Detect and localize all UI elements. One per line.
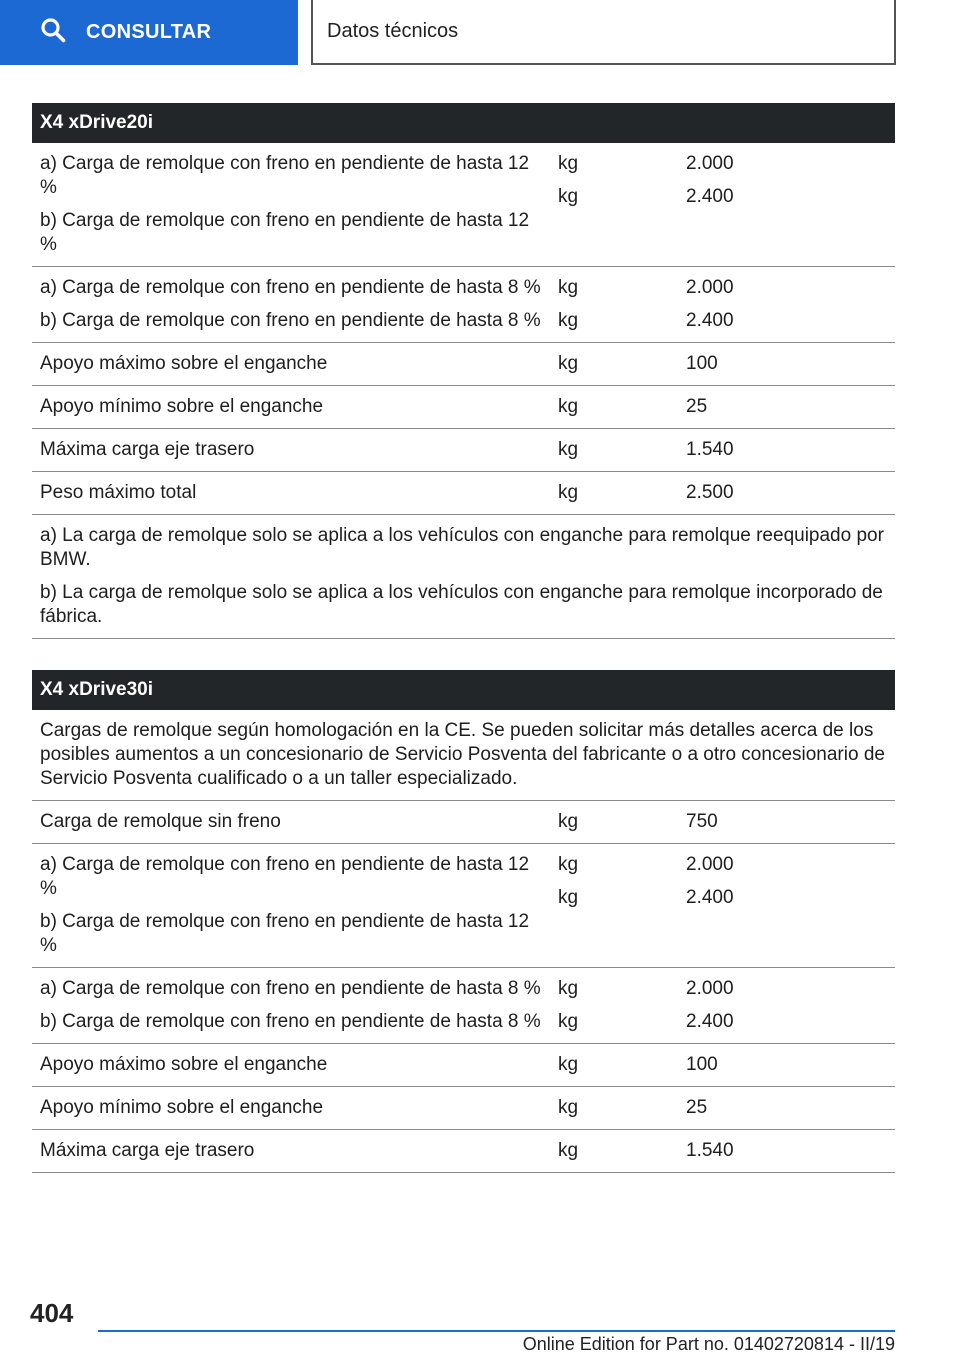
footer-divider — [98, 1330, 895, 1332]
row-value-cell — [678, 810, 895, 834]
row-unit: kg — [558, 887, 579, 908]
row-value: 2.500 — [686, 482, 734, 503]
row-unit: kg — [558, 854, 579, 875]
table-row — [32, 1130, 895, 1173]
row-description-cell — [32, 395, 550, 419]
table-row — [32, 801, 895, 844]
row-unit: kg — [558, 482, 579, 503]
row-value-cell — [678, 1096, 895, 1120]
row-value: 2.400 — [686, 887, 734, 908]
row-description: a) Carga de remolque con freno en pendiente de hasta 8 % — [40, 978, 541, 999]
row-description: Peso máximo total — [40, 482, 197, 503]
row-unit-cell — [550, 481, 678, 505]
table-row — [32, 1044, 895, 1087]
row-description-cell — [32, 1096, 550, 1120]
row-description-cell — [32, 276, 550, 333]
consult-button[interactable] — [0, 0, 298, 65]
row-unit: kg — [558, 396, 579, 417]
row-description: b) Carga de remolque con freno en pendiente de hasta 8 % — [40, 310, 541, 331]
footnotes — [32, 515, 895, 639]
row-description-cell — [32, 352, 550, 376]
row-value: 750 — [686, 811, 718, 832]
row-value: 25 — [686, 1097, 708, 1118]
row-unit: kg — [558, 277, 579, 298]
row-value: 1.540 — [686, 1140, 734, 1161]
row-value-cell — [678, 276, 895, 333]
footnote-b: b) La carga de remolque solo se aplica a los vehículos con enganche para remolque incorporado de fábrica. — [40, 582, 883, 627]
row-unit-cell — [550, 1096, 678, 1120]
table-intro: Cargas de remolque según homologación en la CE. Se pueden solicitar más detalles acerca de los posibles aumentos a un concesionario de Servicio Posventa del fabricante o a otro concesionario de Servicio Posventa cualificado o a un taller especializado. — [32, 710, 895, 801]
row-value: 2.400 — [686, 186, 734, 207]
row-description: b) Carga de remolque con freno en pendiente de hasta 8 % — [40, 1011, 541, 1032]
row-description-cell — [32, 977, 550, 1034]
row-value: 2.400 — [686, 1011, 734, 1032]
row-description: b) Carga de remolque con freno en pendiente de hasta 12 % — [40, 210, 530, 255]
table-row — [32, 968, 895, 1044]
row-unit: kg — [558, 1011, 579, 1032]
row-unit: kg — [558, 1097, 579, 1118]
table-title: X4 xDrive20i — [32, 103, 895, 143]
row-value-cell — [678, 395, 895, 419]
row-description: b) Carga de remolque con freno en pendiente de hasta 12 % — [40, 911, 530, 956]
table-title: X4 xDrive30i — [32, 670, 895, 710]
row-value: 25 — [686, 396, 708, 417]
row-unit-cell — [550, 810, 678, 834]
row-value: 100 — [686, 353, 718, 374]
row-description: Apoyo máximo sobre el enganche — [40, 353, 328, 374]
row-value: 2.400 — [686, 310, 734, 331]
row-unit: kg — [558, 1140, 579, 1161]
row-description-cell — [32, 481, 550, 505]
row-value-cell — [678, 1139, 895, 1163]
row-description-cell — [32, 1139, 550, 1163]
edition-note: Online Edition for Part no. 01402720814 - II/19 — [522, 1334, 895, 1354]
row-description: Máxima carga eje trasero — [40, 439, 255, 460]
row-description-cell — [32, 152, 550, 257]
row-value-cell — [678, 1053, 895, 1077]
row-description: a) Carga de remolque con freno en pendiente de hasta 12 % — [40, 854, 530, 899]
table-row — [32, 472, 895, 515]
table-row — [32, 343, 895, 386]
row-description: Apoyo máximo sobre el enganche — [40, 1054, 328, 1075]
table-row — [32, 143, 895, 267]
row-unit: kg — [558, 353, 579, 374]
row-value-cell — [678, 977, 895, 1034]
row-value: 2.000 — [686, 153, 734, 174]
row-description-cell — [32, 810, 550, 834]
row-unit: kg — [558, 186, 579, 207]
table-x4-xdrive30i — [32, 670, 895, 1173]
table-x4-xdrive20i — [32, 103, 895, 639]
footnote-a: a) La carga de remolque solo se aplica a los vehículos con enganche para remolque reequipado por BMW. — [40, 525, 884, 570]
row-value: 2.000 — [686, 854, 734, 875]
row-unit-cell — [550, 276, 678, 333]
row-value: 2.000 — [686, 277, 734, 298]
row-value-cell — [678, 152, 895, 257]
row-value-cell — [678, 352, 895, 376]
row-unit: kg — [558, 310, 579, 331]
row-description: Apoyo mínimo sobre el enganche — [40, 1097, 324, 1118]
top-bar — [0, 0, 960, 66]
row-description: a) Carga de remolque con freno en pendiente de hasta 8 % — [40, 277, 541, 298]
row-value: 100 — [686, 1054, 718, 1075]
row-value-cell — [678, 853, 895, 958]
row-unit-cell — [550, 152, 678, 257]
row-unit-cell — [550, 1139, 678, 1163]
table-row — [32, 386, 895, 429]
page-number: 404 — [30, 1298, 74, 1328]
row-unit: kg — [558, 978, 579, 999]
row-unit: kg — [558, 153, 579, 174]
row-description-cell — [32, 853, 550, 958]
row-unit: kg — [558, 1054, 579, 1075]
content — [32, 103, 895, 1173]
row-unit: kg — [558, 439, 579, 460]
table-row — [32, 844, 895, 968]
row-description: a) Carga de remolque con freno en pendiente de hasta 12 % — [40, 153, 530, 198]
row-unit-cell — [550, 853, 678, 958]
table-row — [32, 429, 895, 472]
row-description-cell — [32, 1053, 550, 1077]
consult-label: CONSULTAR — [86, 21, 212, 43]
row-unit-cell — [550, 438, 678, 462]
row-unit-cell — [550, 977, 678, 1034]
row-unit-cell — [550, 395, 678, 419]
row-description: Máxima carga eje trasero — [40, 1140, 255, 1161]
table-row — [32, 1087, 895, 1130]
row-unit-cell — [550, 352, 678, 376]
row-description: Carga de remolque sin freno — [40, 811, 281, 832]
search-icon — [40, 17, 66, 48]
row-description-cell — [32, 438, 550, 462]
row-description: Apoyo mínimo sobre el enganche — [40, 396, 324, 417]
row-unit-cell — [550, 1053, 678, 1077]
row-unit: kg — [558, 811, 579, 832]
row-value-cell — [678, 481, 895, 505]
table-row — [32, 267, 895, 343]
row-value: 1.540 — [686, 439, 734, 460]
row-value-cell — [678, 438, 895, 462]
section-title: Datos técnicos — [311, 0, 896, 65]
row-value: 2.000 — [686, 978, 734, 999]
